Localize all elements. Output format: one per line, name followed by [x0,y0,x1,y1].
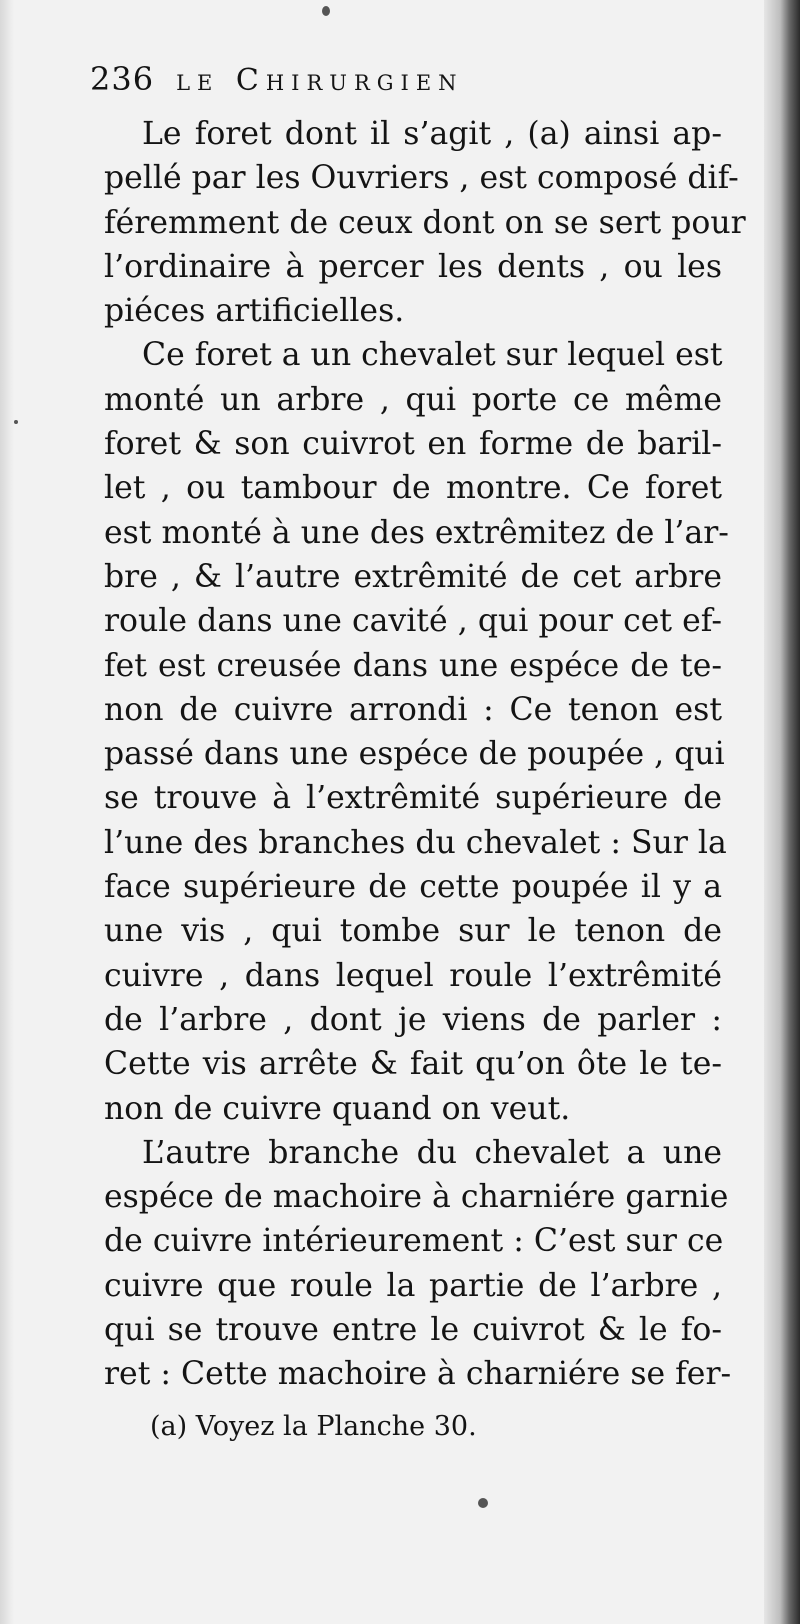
running-head [90,60,722,112]
text-line: ret : Cette machoire à charniére se fer- [104,1356,732,1393]
text-line: pellé par les Ouvriers , est composé dif- [104,160,739,197]
text-line: une vis , qui tombe sur le tenon de [104,913,722,950]
footnote: (a) Voyez la Planche 30. [150,1410,477,1442]
text-line: l’une des branches du chevalet : Sur la [104,824,727,861]
text-line: face supérieure de cette poupée il y a [104,869,722,906]
text-line: roule dans une cavité , qui pour cet ef- [104,603,722,640]
text-line: monté un arbre , qui porte ce même [104,381,722,418]
page-binding-shadow [764,0,800,1624]
print-speck [322,6,330,16]
text-line: cuivre , dans lequel roule l’extrêmité [104,957,722,994]
print-speck [478,1498,488,1508]
text-line: fet est creusée dans une espéce de te- [104,647,722,684]
text-line: de cuivre intérieurement : C’est sur ce [104,1223,724,1260]
running-head-title: le Chirurgien [176,63,464,98]
text-line: non de cuivre quand on veut. [104,1090,571,1127]
text-line: Le foret dont il s’agit , (a) ainsi ap- [142,116,722,152]
text-line: Cette vis arrête & fait qu’on ôte le te- [104,1046,722,1083]
text-line: L’autre branche du chevalet a une [142,1134,722,1171]
page-number: 236 [90,60,155,98]
text-line: piéces artificielles. [104,293,405,330]
page-left-edge [0,0,14,1624]
text-line: est monté à une des extrêmitez de l’ar- [104,514,729,551]
text-line: foret & son cuivrot en forme de baril- [104,426,722,463]
text-line: l’ordinaire à percer les dents , ou les [104,248,722,285]
text-line: qui se trouve entre le cuivrot & le fo- [104,1312,722,1349]
text-line: féremment de ceux dont on se sert pour [104,204,746,241]
text-line: Ce foret a un chevalet sur lequel est [142,337,723,374]
text-line: espéce de machoire à charniére garnie [104,1179,729,1216]
text-line: passé dans une espéce de poupée , qui [104,736,725,773]
text-line: let , ou tambour de montre. Ce foret [104,470,722,507]
body-text [104,112,746,1397]
text-line: non de cuivre arrondi : Ce tenon est [104,691,722,728]
text-line: de l’arbre , dont je viens de parler : [104,1001,722,1038]
text-line: cuivre que roule la partie de l’arbre , [104,1267,722,1304]
text-block [90,60,746,1445]
text-line: se trouve à l’extrêmité supérieure de [104,780,722,817]
print-speck [14,420,18,424]
text-line: bre , & l’autre extrêmité de cet arbre [104,558,722,595]
